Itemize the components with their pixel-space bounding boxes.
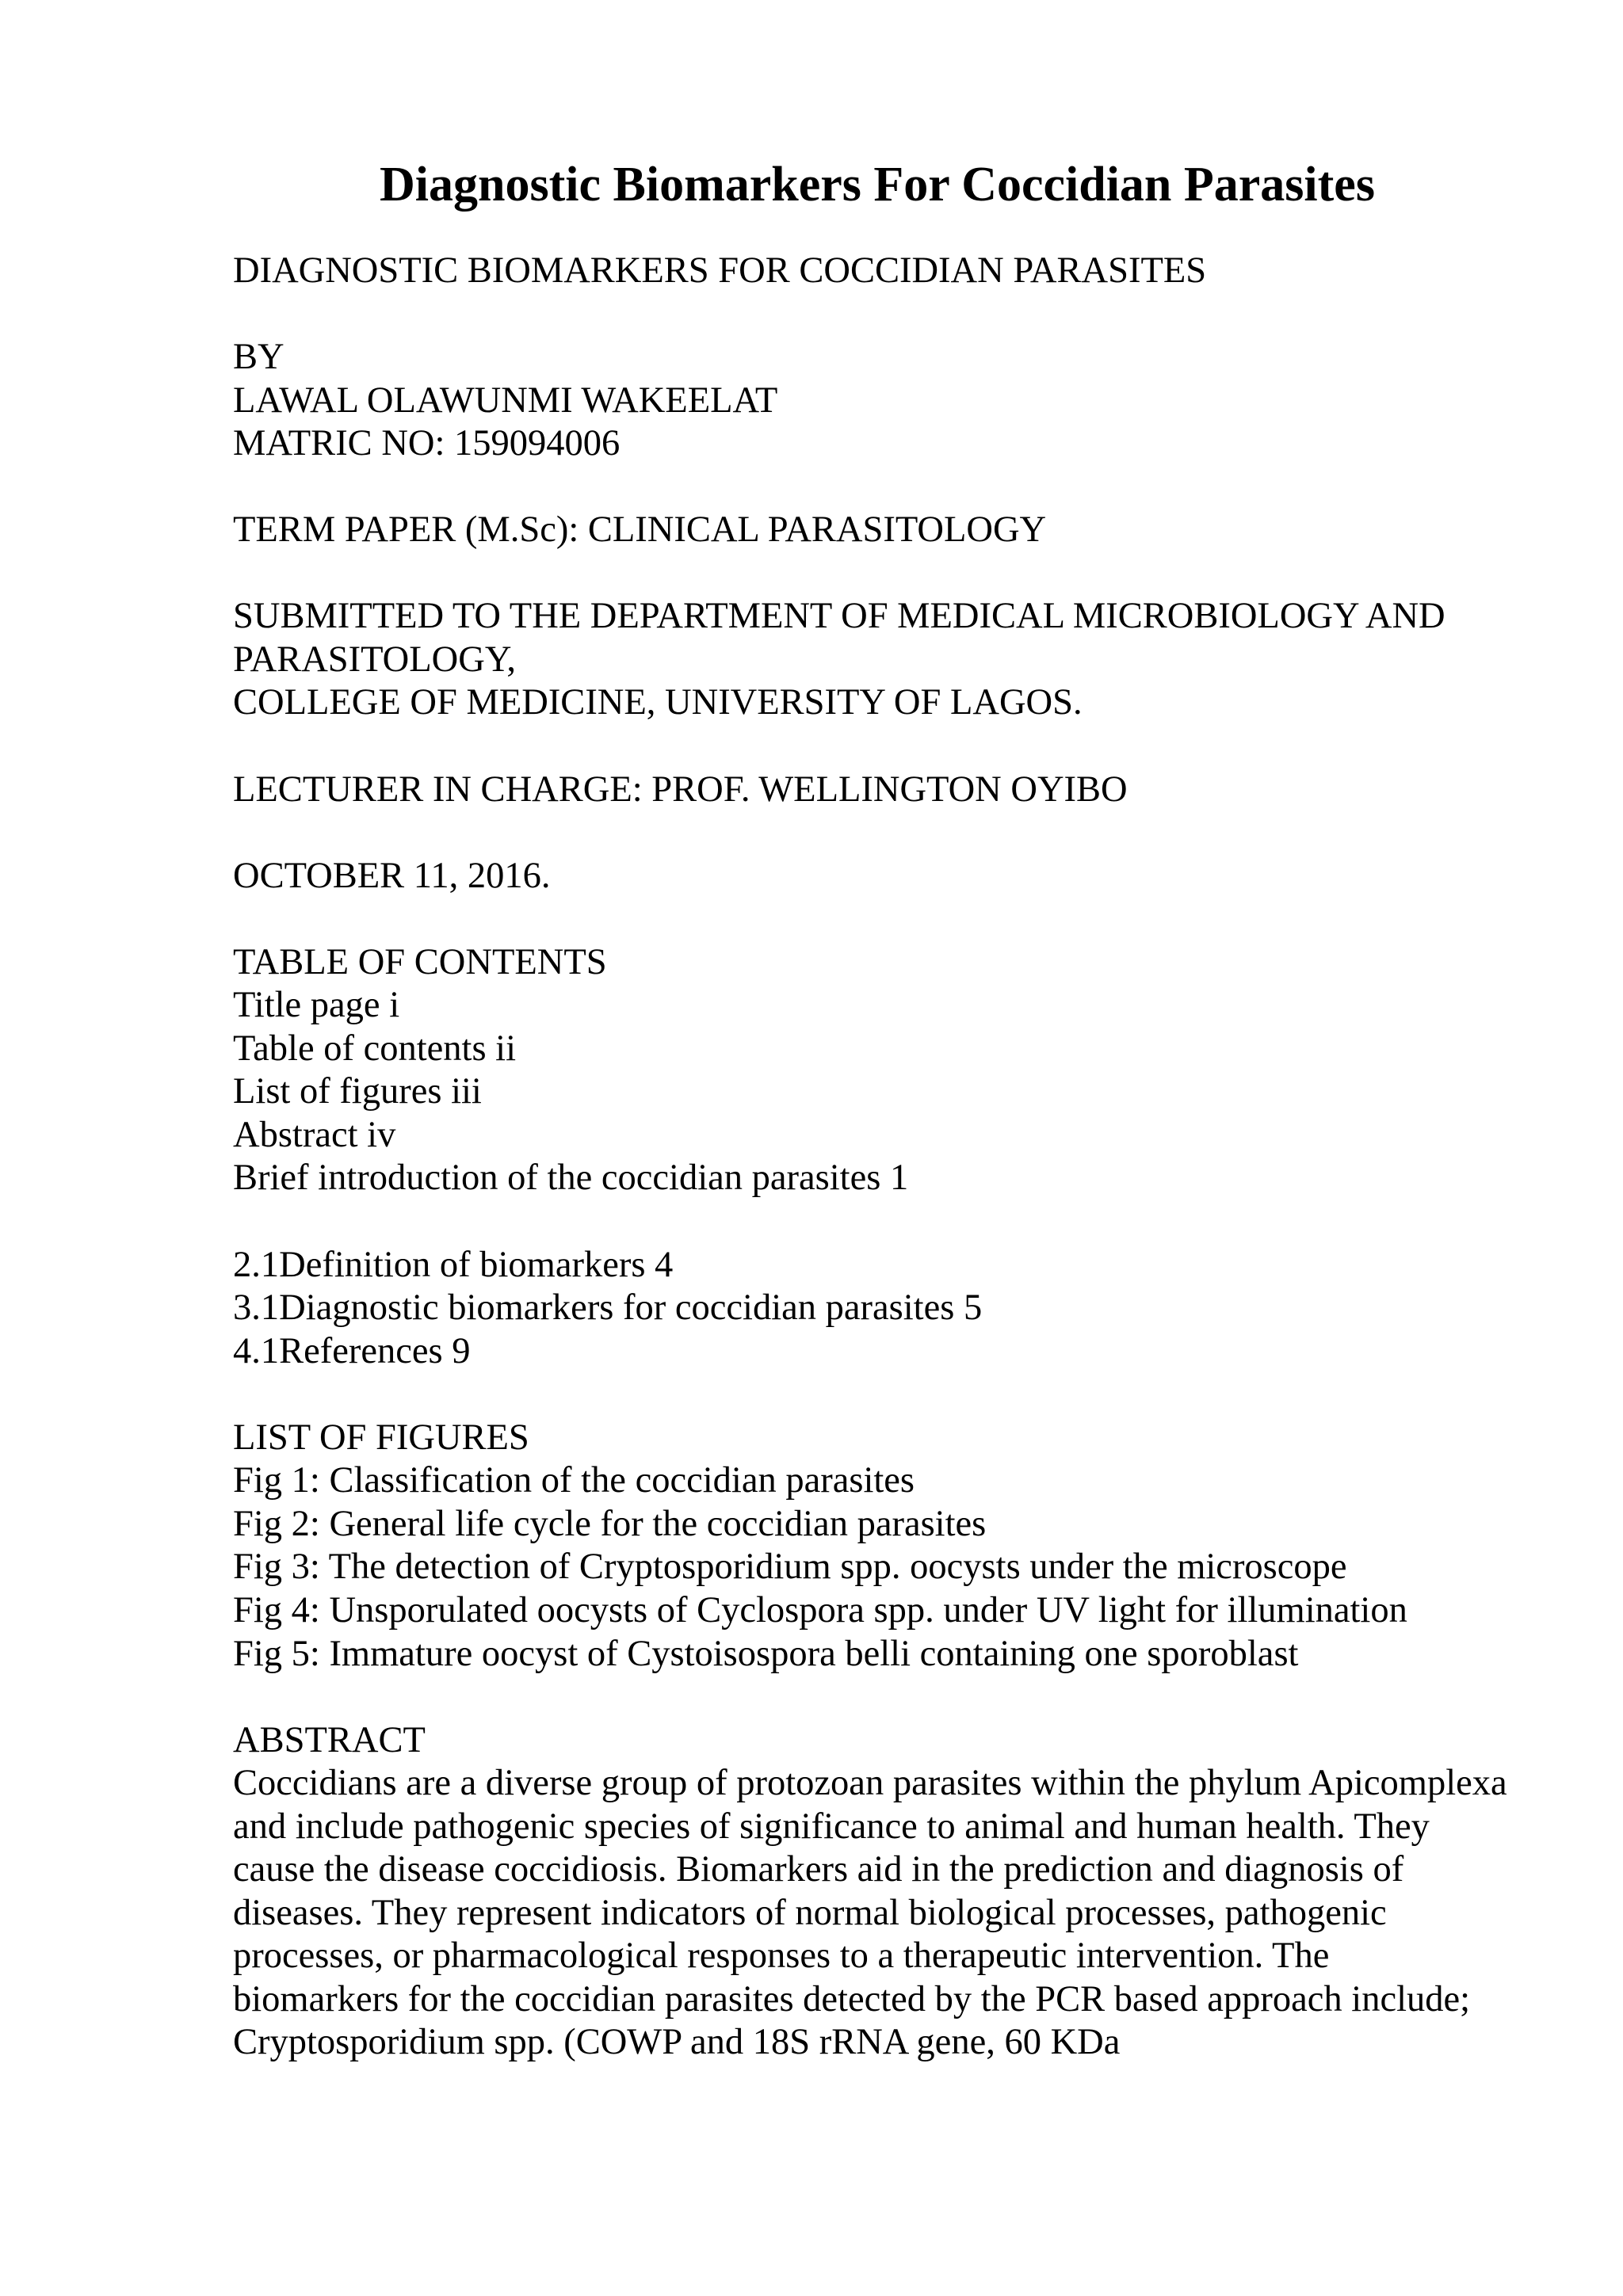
toc-section: 2.1Definition of biomarkers 4 (233, 1244, 674, 1285)
submission-line: SUBMITTED TO THE DEPARTMENT OF MEDICAL MICROBIOLOGY AND (233, 596, 1445, 637)
submission-line: PARASITOLOGY, (233, 639, 517, 680)
toc-item: Abstract iv (233, 1114, 396, 1155)
abstract-line: Coccidians are a diverse group of protozoan parasites within the phylum Apicomplexa (233, 1763, 1507, 1804)
abstract-line: processes, or pharmacological responses to a therapeutic intervention. The (233, 1936, 1330, 1977)
toc-item: Brief introduction of the coccidian parasites 1 (233, 1158, 909, 1199)
document-title: Diagnostic Biomarkers For Coccidian Parasites (380, 158, 1375, 212)
matric-number: MATRIC NO: 159094006 (233, 423, 621, 464)
line-spacer (233, 1676, 1564, 1719)
toc-section: 4.1References 9 (233, 1330, 471, 1371)
paper-heading: DIAGNOSTIC BIOMARKERS FOR COCCIDIAN PARASITES (233, 250, 1207, 291)
toc-item: Table of contents ii (233, 1028, 517, 1069)
toc-item: Title page i (233, 985, 400, 1026)
figure-item: Fig 5: Immature oocyst of Cystoisospora belli containing one sporoblast (233, 1633, 1299, 1674)
submission-line: COLLEGE OF MEDICINE, UNIVERSITY OF LAGOS. (233, 682, 1083, 723)
abstract-line: cause the disease coccidiosis. Biomarkers aid in the prediction and diagnosis of (233, 1849, 1404, 1890)
line-spacer (233, 1373, 1564, 1417)
line-spacer (233, 552, 1564, 596)
figure-item: Fig 3: The detection of Cryptosporidium spp. oocysts under the microscope (233, 1547, 1347, 1588)
line-spacer (233, 725, 1564, 769)
toc-section: 3.1Diagnostic biomarkers for coccidian parasites 5 (233, 1287, 983, 1329)
line-spacer (233, 466, 1564, 509)
abstract-line: biomarkers for the coccidian parasites detected by the PCR based approach include; (233, 1978, 1471, 2019)
line-spacer (233, 898, 1564, 941)
toc-item: List of figures iii (233, 1071, 482, 1112)
lecturer-in-charge: LECTURER IN CHARGE: PROF. WELLINGTON OYIBO (233, 769, 1128, 810)
abstract-line: and include pathogenic species of significance to animal and human health. They (233, 1806, 1430, 1847)
document-body (233, 250, 1564, 2065)
abstract-line: diseases. They represent indicators of normal biological processes, pathogenic (233, 1892, 1387, 1933)
term-paper: TERM PAPER (M.Sc): CLINICAL PARASITOLOGY (233, 509, 1047, 551)
abstract-line: Cryptosporidium spp. (COWP and 18S rRNA gene, 60 KDa (233, 2022, 1121, 2063)
line-spacer (233, 1200, 1564, 1244)
line-spacer (233, 811, 1564, 855)
line-spacer (233, 293, 1564, 337)
figures-heading: LIST OF FIGURES (233, 1417, 529, 1458)
toc-heading: TABLE OF CONTENTS (233, 941, 607, 982)
abstract-heading: ABSTRACT (233, 1719, 426, 1760)
figure-item: Fig 1: Classification of the coccidian parasites (233, 1460, 915, 1501)
author-name: LAWAL OLAWUNMI WAKEELAT (233, 379, 778, 421)
submission-date: OCTOBER 11, 2016. (233, 855, 551, 896)
figure-item: Fig 4: Unsporulated oocysts of Cyclospora spp. under UV light for illumination (233, 1589, 1407, 1630)
byline-by: BY (233, 337, 285, 378)
figure-item: Fig 2: General life cycle for the coccidian parasites (233, 1503, 987, 1544)
